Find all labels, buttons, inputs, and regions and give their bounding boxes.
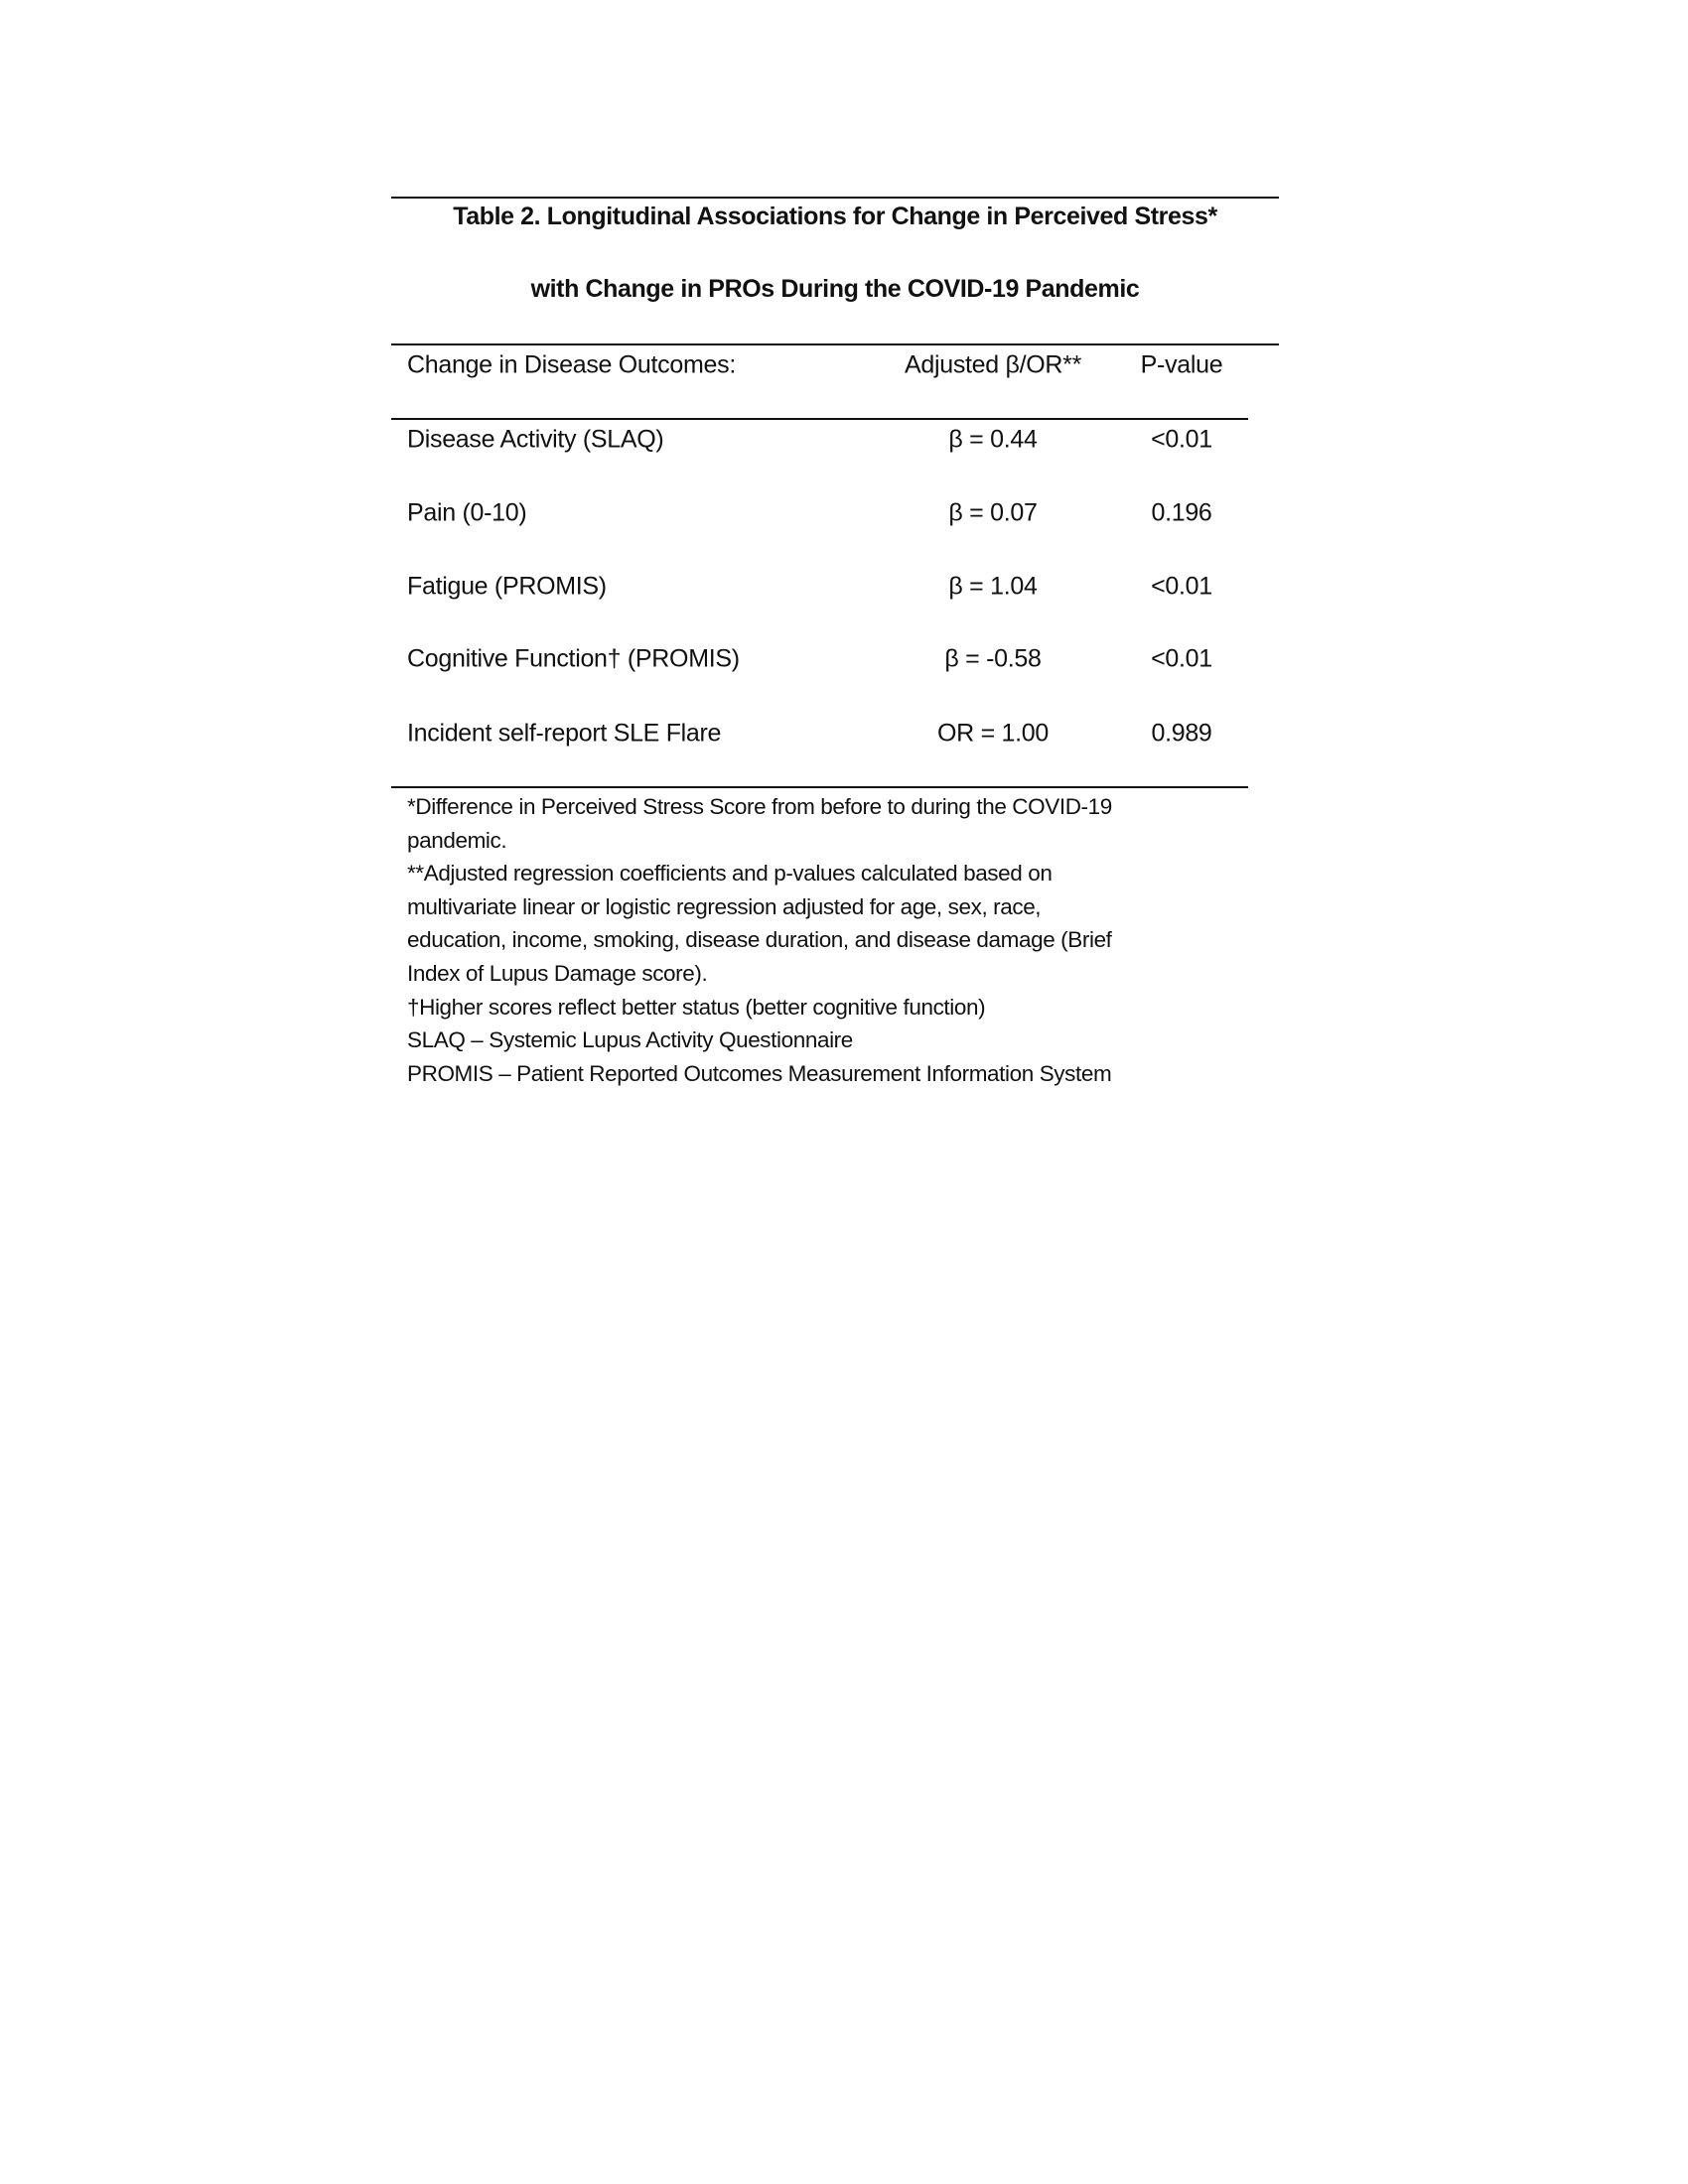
footnote-line: PROMIS – Patient Reported Outcomes Measurement Information System: [407, 1060, 1112, 1086]
estimate-cell: β = 1.04: [948, 572, 1038, 601]
header-outcome: Change in Disease Outcomes:: [407, 350, 736, 379]
footnote-line: SLAQ – Systemic Lupus Activity Questionnaire: [407, 1027, 853, 1053]
header-pvalue: P-value: [1140, 350, 1223, 379]
footnote-line: pandemic.: [407, 827, 507, 853]
outcome-cell: Pain (0-10): [407, 498, 527, 527]
title-rule: [391, 343, 1279, 345]
footnote-line: †Higher scores reflect better status (better cognitive function): [407, 994, 986, 1020]
pvalue-cell: 0.196: [1151, 498, 1212, 527]
table-title-line2: with Change in PROs During the COVID-19 Pandemic: [530, 275, 1140, 303]
outcome-cell: Cognitive Function† (PROMIS): [407, 644, 740, 673]
footnote-line: **Adjusted regression coefficients and p-values calculated based on: [407, 861, 1053, 887]
outcome-cell: Disease Activity (SLAQ): [407, 425, 664, 454]
estimate-cell: β = -0.58: [944, 644, 1042, 673]
outcome-cell: Incident self-report SLE Flare: [407, 719, 722, 748]
footnote-line: Index of Lupus Damage score).: [407, 960, 708, 986]
table-title-line1: Table 2. Longitudinal Associations for Change in Perceived Stress*: [453, 203, 1217, 230]
pvalue-cell: <0.01: [1151, 425, 1212, 454]
footnote-line: *Difference in Perceived Stress Score from before to during the COVID-19: [407, 794, 1112, 819]
pvalue-cell: <0.01: [1151, 644, 1212, 673]
outcome-cell: Fatigue (PROMIS): [407, 572, 607, 601]
bottom-rule: [391, 786, 1248, 788]
pvalue-cell: 0.989: [1151, 719, 1212, 748]
footnote-line: multivariate linear or logistic regression adjusted for age, sex, race,: [407, 893, 1042, 919]
footnotes: [407, 790, 1112, 1090]
pvalue-cell: <0.01: [1151, 572, 1212, 601]
estimate-cell: OR = 1.00: [937, 719, 1049, 748]
top-rule: [391, 197, 1279, 199]
estimate-cell: β = 0.44: [948, 425, 1038, 454]
header-estimate: Adjusted β/OR**: [904, 350, 1082, 379]
footnote-line: education, income, smoking, disease duration, and disease damage (Brief: [407, 927, 1112, 953]
estimate-cell: β = 0.07: [948, 498, 1038, 527]
header-rule: [391, 418, 1248, 420]
